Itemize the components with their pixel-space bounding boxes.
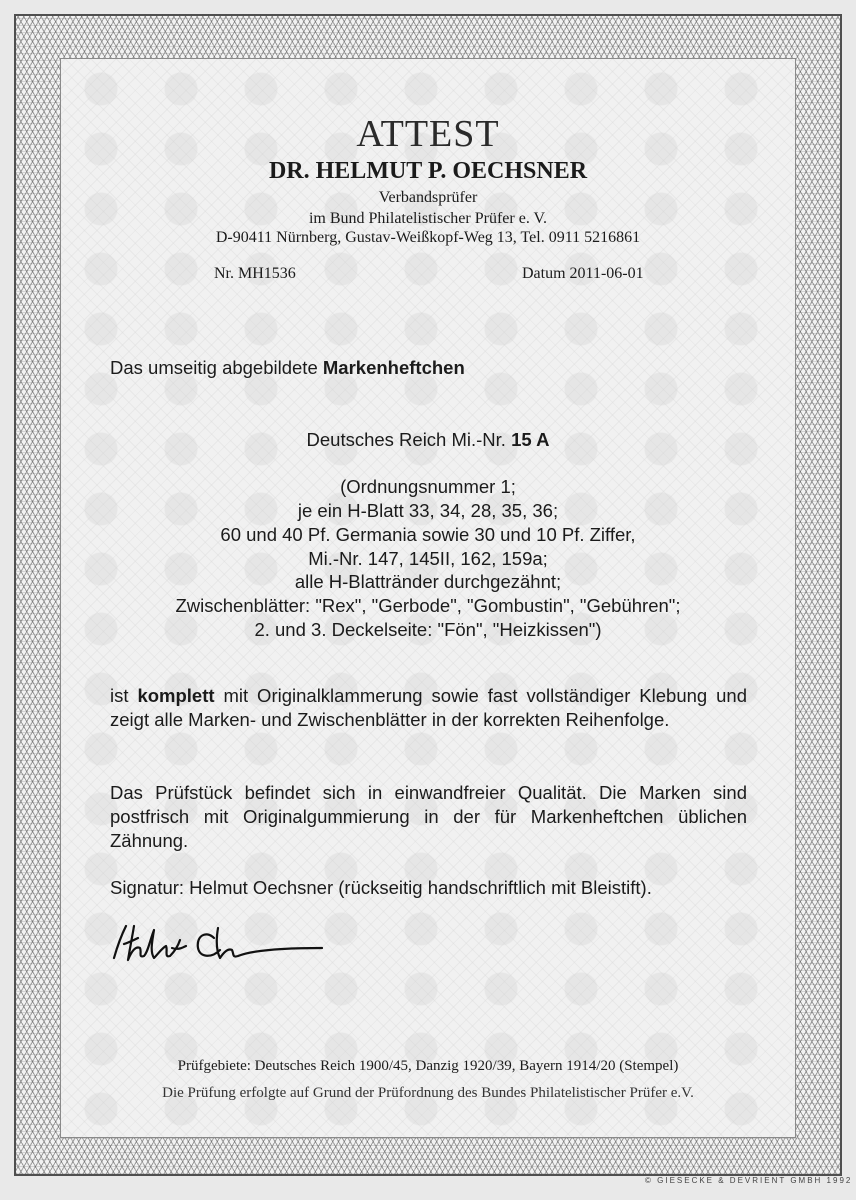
assessment-completeness — [110, 684, 747, 732]
examiner-name: DR. HELMUT P. OECHSNER — [268, 158, 588, 184]
examiner-association: im Bund Philatelistischer Prüfer e. V. — [308, 210, 548, 227]
detail-line: je ein H-Blatt 33, 34, 28, 35, 36; — [297, 500, 559, 521]
examination-statement: Die Prüfung erfolgte auf Grund der Prüfordnung des Bundes Philatelistischer Prüfer e.V. — [162, 1085, 694, 1101]
detail-line: (Ordnungsnummer 1; — [340, 476, 516, 497]
assessment-keyword: komplett — [137, 685, 215, 706]
detail-line: Mi.-Nr. 147, 145II, 162, 159a; — [308, 548, 548, 569]
examiner-address: D-90411 Nürnberg, Gustav-Weißkopf-Weg 13, Tel. 0911 5216861 — [215, 229, 641, 246]
item-type: Markenheftchen — [322, 357, 465, 378]
item-intro — [110, 357, 465, 379]
examiner-role: Verbandsprüfer — [378, 189, 478, 206]
detail-line: alle H-Blattränder durchgezähnt; — [294, 571, 562, 592]
assessment-quality: Das Prüfstück befindet sich in einwandfreier Qualität. Die Marken sind postfrisch mit Originalgummierung in der für Markenheftchen üblichen Zähnung. — [110, 782, 747, 851]
detail-line: Zwischenblätter: "Rex", "Gerbode", "Gombustin", "Gebühren"; — [175, 595, 681, 616]
assessment-prefix: ist — [110, 685, 138, 706]
document-title: ATTEST — [356, 113, 500, 155]
certificate-date: Datum 2011-06-01 — [522, 265, 644, 282]
handwritten-signature — [108, 918, 328, 968]
certificate-number: Nr. MH1536 — [214, 265, 296, 282]
item-intro-text: Das umseitig abgebildete — [110, 357, 323, 378]
examination-fields: Prüfgebiete: Deutsches Reich 1900/45, Danzig 1920/39, Bayern 1914/20 (Stempel) — [177, 1058, 679, 1074]
catalog-value: 15 A — [511, 429, 550, 450]
detail-line: 2. und 3. Deckelseite: "Fön", "Heizkissen") — [254, 619, 602, 640]
assessment-signature-note: Signatur: Helmut Oechsner (rückseitig handschriftlich mit Bleistift). — [110, 877, 652, 898]
assessment-text: mit Originalklammerung sowie fast vollständiger Klebung und zeigt alle Marken- und Zwischenblätter in der korrekten Reihenfolge. — [110, 685, 747, 730]
detail-line: 60 und 40 Pf. Germania sowie 30 und 10 Pf. Ziffer, — [220, 524, 636, 545]
printer-imprint: © GIESECKE & DEVRIENT GMBH 1992 — [645, 1176, 853, 1185]
catalog-number — [0, 429, 856, 451]
catalog-prefix: Deutsches Reich Mi.-Nr. — [306, 429, 512, 450]
